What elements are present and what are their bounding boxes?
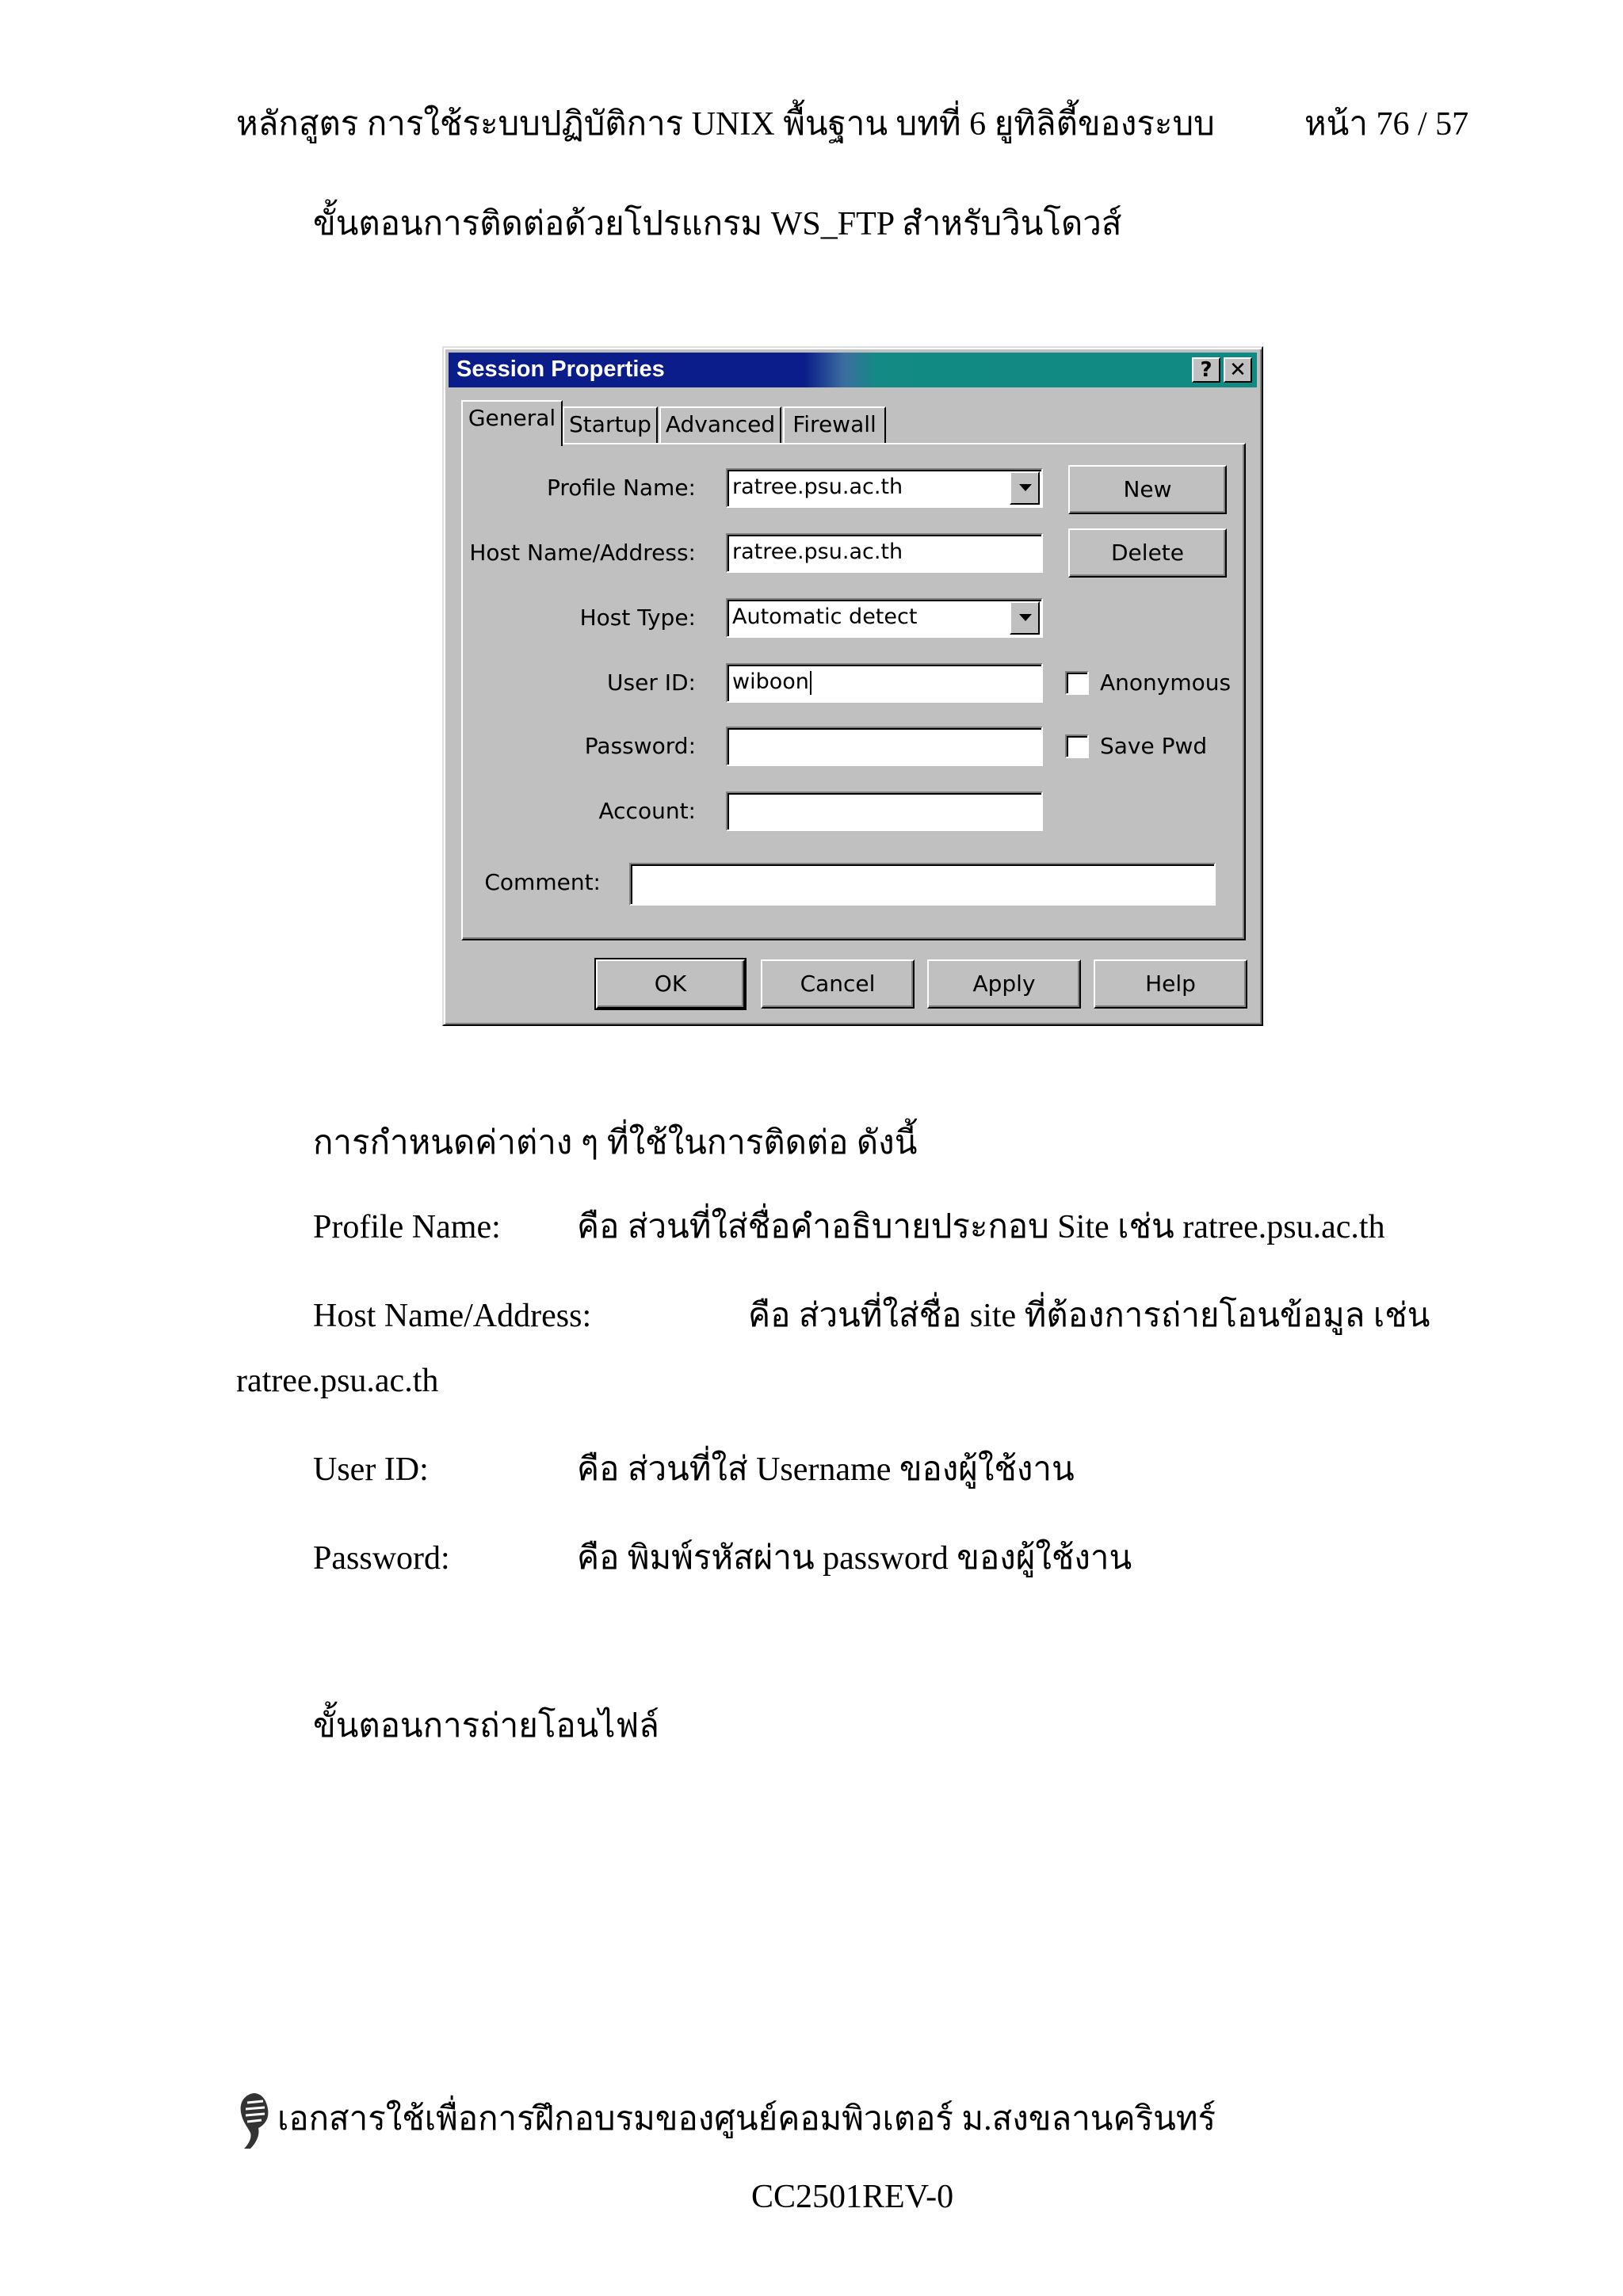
password-input[interactable] — [726, 727, 1043, 766]
cancel-button[interactable]: Cancel — [761, 959, 915, 1009]
dialog-titlebar[interactable] — [449, 353, 1257, 387]
header-course: หลักสูตร การใช้ระบบปฏิบัติการ UNIX พื้นฐาน บทที่ 6 ยูทิลิตี้ของระบบ — [236, 106, 1215, 143]
host-name-input[interactable]: ratree.psu.ac.th — [726, 533, 1043, 573]
password-label: Password: — [584, 733, 696, 759]
term-user-id: User ID: — [313, 1451, 429, 1488]
chevron-down-icon[interactable] — [1010, 471, 1040, 505]
term-profile-name: Profile Name: — [313, 1209, 501, 1245]
desc-profile-name: คือ ส่วนที่ใส่ชื่อคำอธิบายประกอบ Site เช่น ratree.psu.ac.th — [577, 1209, 1385, 1245]
term-host-name: Host Name/Address: — [313, 1298, 592, 1334]
user-id-label: User ID: — [607, 669, 696, 696]
footer-note: เอกสารใช้เพื่อการฝึกอบรมของศูนย์คอมพิวเตอร์ ม.สงขลานครินทร์ — [277, 2101, 1216, 2138]
ok-button[interactable]: OK — [596, 959, 745, 1009]
profile-name-label: Profile Name: — [546, 475, 696, 501]
profile-name-value: ratree.psu.ac.th — [732, 475, 903, 499]
footer-code: CC2501REV-0 — [751, 2179, 954, 2215]
anonymous-checkbox[interactable] — [1065, 671, 1089, 695]
comment-input[interactable] — [629, 863, 1216, 906]
tab-firewall[interactable]: Firewall — [783, 406, 886, 443]
dialog-title: Session Properties — [456, 357, 665, 382]
account-input[interactable] — [726, 791, 1043, 831]
tab-advanced[interactable]: Advanced — [659, 406, 781, 443]
university-emblem-icon — [236, 2090, 273, 2152]
tab-startup[interactable]: Startup — [563, 406, 658, 443]
host-name-label: Host Name/Address: — [469, 540, 696, 566]
desc-password: คือ พิมพ์รหัสผ่าน password ของผู้ใช้งาน — [577, 1540, 1132, 1577]
settings-intro: การกำหนดค่าต่าง ๆ ที่ใช้ในการติดต่อ ดังนี้ — [313, 1125, 918, 1161]
help-button[interactable]: Help — [1094, 959, 1247, 1009]
desc-user-id: คือ ส่วนที่ใส่ Username ของผู้ใช้งาน — [577, 1451, 1075, 1488]
desc-host-name-cont: ratree.psu.ac.th — [236, 1363, 439, 1399]
host-type-combo[interactable] — [726, 598, 1043, 638]
transfer-heading: ขั้นตอนการถ่ายโอนไฟล์ — [313, 1708, 659, 1745]
general-tab-panel — [461, 443, 1246, 940]
host-type-value: Automatic detect — [732, 605, 918, 629]
session-properties-dialog — [442, 346, 1263, 1026]
chevron-down-icon[interactable] — [1010, 601, 1040, 635]
delete-button[interactable]: Delete — [1068, 528, 1227, 578]
header-page-number: หน้า 76 / 57 — [1304, 106, 1469, 143]
user-id-input[interactable] — [726, 663, 1043, 703]
save-pwd-label[interactable]: Save Pwd — [1100, 733, 1208, 759]
desc-host-name: คือ ส่วนที่ใส่ชื่อ site ที่ต้องการถ่ายโอนข้อมูล เช่น — [748, 1298, 1430, 1334]
help-icon[interactable]: ? — [1192, 357, 1220, 383]
account-label: Account: — [598, 798, 696, 824]
new-button[interactable]: New — [1068, 465, 1227, 514]
anonymous-label[interactable]: Anonymous — [1100, 669, 1232, 696]
close-icon[interactable]: ✕ — [1224, 357, 1252, 383]
intro-text: ขั้นตอนการติดต่อด้วยโปรแกรม WS_FTP สำหรับวินโดวส์ — [313, 206, 1122, 242]
host-type-label: Host Type: — [579, 605, 696, 631]
user-id-value: wiboon — [732, 669, 809, 694]
tab-general[interactable]: General — [461, 400, 563, 446]
save-pwd-checkbox[interactable] — [1065, 734, 1089, 758]
profile-name-combo[interactable] — [726, 468, 1043, 508]
term-password: Password: — [313, 1540, 450, 1577]
apply-button[interactable]: Apply — [927, 959, 1081, 1009]
text-cursor — [810, 671, 812, 695]
comment-label: Comment: — [484, 869, 601, 895]
